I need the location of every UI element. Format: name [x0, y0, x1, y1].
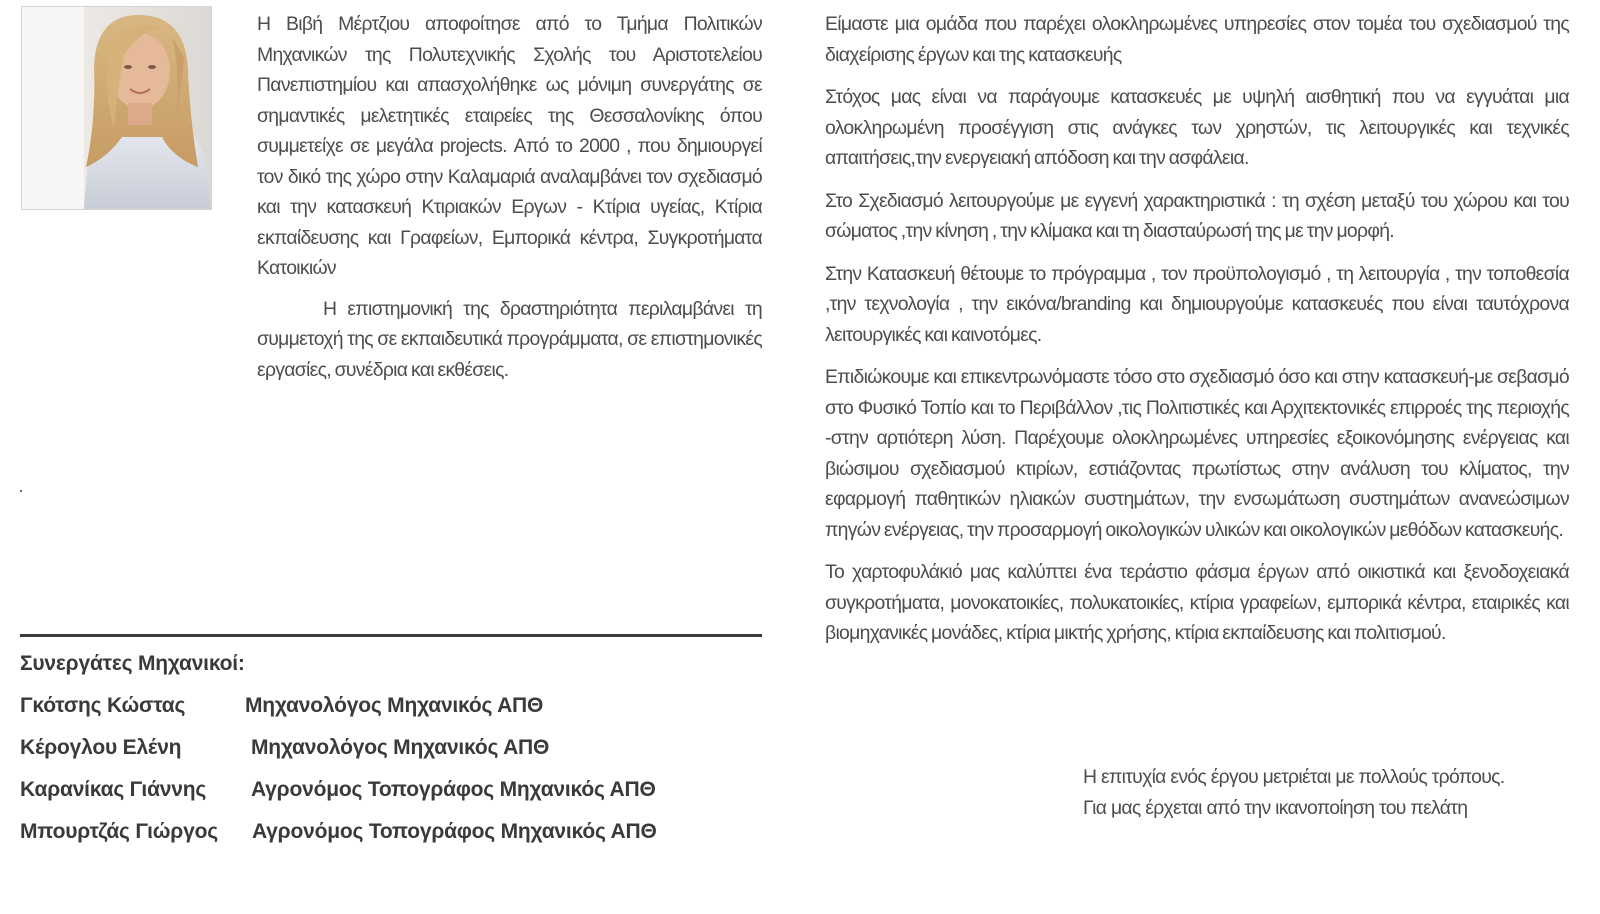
portrait-photo — [21, 6, 212, 210]
motto — [1083, 762, 1505, 823]
partner-name: Μπουρτζάς Γιώργος — [20, 820, 218, 843]
company-paragraph: Είμαστε μια ομάδα που παρέχει ολοκληρωμένες υπηρεσίες στον τομέα του σχεδιασμού της διαχείρισης έργων και της κατασκευής — [825, 13, 1569, 66]
partner-role: Αγρονόμος Τοπογράφος Μηχανικός ΑΠΘ — [252, 820, 657, 843]
partner-role: Αγρονόμος Τοπογράφος Μηχανικός ΑΠΘ — [251, 778, 656, 801]
company-paragraph: Επιδιώκουμε και επικεντρωνόμαστε τόσο στο σχεδιασμό όσο και στην κατασκευή-με σεβασμό στο Φυσικό Τοπίο και το Περιβάλλον ,τις Πολιτιστικές και Αρχιτεκτονικές επιρροές της περιοχής -στην αρτιότερη λύση. Παρέχουμε ολοκληρωμένες υπηρεσίες εξοικονόμησης ενέργειας και βιώσιμου σχεδιασμού κτιρίων, εστιάζοντας πρωτίστως στην ανάλυση του κλίματος, την εφαρμογή παθητικών ηλιακών συστημάτων, την ενσωμάτωση συστημάτων ανανεώσιμων πηγών ενέργειας, την προσαρμογή οικολογικών υλικών και οικολογικών μεθόδων κατασκευής. — [825, 366, 1569, 541]
partners-title: Συνεργάτες Μηχανικοί: — [20, 652, 245, 675]
bio-paragraph: Η επιστημονική της δραστηριότητα περιλαμβάνει τη συμμετοχή της σε εκπαιδευτικά προγράμματα, σε επιστημονικές εργασίες, συνέδρια και εκθέσεις. — [257, 297, 762, 381]
partner-role: Μηχανολόγος Μηχανικός ΑΠΘ — [245, 694, 544, 717]
bio-paragraph: Η Βιβή Μέρτζιου αποφοίτησε από το Τμήμα Πολιτικών Μηχανικών της Πολυτεχνικής Σχολής του Αριστοτελείου Πανεπιστημίου και απασχολήθηκε ως μόνιμη συνεργάτης σε σημαντικές μελετητικές εταιρείες της Θεσσαλονίκης όπου συμμετείχε σε μεγάλα projects. Από το 2000 , που δημιουργεί τον δικό της χώρο στην Καλαμαριά αναλαμβάνει τον σχεδιασμό και την κατασκευή Κτιριακών Εργων - Κτίρια υγείας, Κτίρια εκπαίδευσης και Γραφείων, Εμπορικά κέντρα, Συγκροτήματα Κατοικιών — [257, 13, 762, 279]
divider — [20, 634, 762, 637]
company-paragraph: Στην Κατασκευή θέτουμε το πρόγραμμα , τον προϋπολογισμό , τη λειτουργία , την τοποθεσία ,την τεχνολογία , την εικόνα/branding και δημιουργούμε κατασκευές που είναι ταυτόχρονα λειτουργικές και καινοτόμες. — [825, 262, 1569, 346]
stray-mark — [20, 490, 22, 492]
bio-text — [257, 9, 762, 395]
partner-role: Μηχανολόγος Μηχανικός ΑΠΘ — [251, 736, 550, 759]
company-paragraph: Στο Σχεδιασμό λειτουργούμε με εγγενή χαρακτηριστικά : τη σχέση μεταξύ του χώρου και του σώματος ,την κίνηση , την κλίμακα και τη διασταύρωσή της με την μορφή. — [825, 189, 1569, 242]
company-description — [825, 9, 1569, 661]
motto-line: Για μας έρχεται από την ικανοποίηση του πελάτη — [1083, 796, 1468, 819]
partner-name: Κέρογλου Ελένη — [20, 736, 182, 759]
partner-name: Γκότσης Κώστας — [20, 694, 186, 717]
company-paragraph: Το χαρτοφυλάκιό μας καλύπτει ένα τεράστιο φάσμα έργων από οικιστικά και ξενοδοχειακά συγκροτήματα, μονοκατοικίες, πολυκατοικίες, κτίρια γραφείων, εμπορικά κέντρα, εταιρικές και βιομηχανικές μονάδες, κτίρια μικτής χρήσης, κτίρια εκπαίδευσης και πολιτισμού. — [825, 561, 1569, 644]
motto-line: Η επιτυχία ενός έργου μετριέται με πολλούς τρόπους. — [1083, 766, 1505, 788]
partner-name: Καρανίκας Γιάννης — [20, 778, 207, 801]
company-paragraph: Στόχος μας είναι να παράγουμε κατασκευές με υψηλή αισθητική που να εγγυάται μια ολοκληρωμένη προσέγγιση στις ανάγκες των χρηστών, τις λειτουργικές και τεχνικές απαιτήσεις,την ενεργειακή απόδοση και την ασφάλεια. — [825, 86, 1569, 169]
